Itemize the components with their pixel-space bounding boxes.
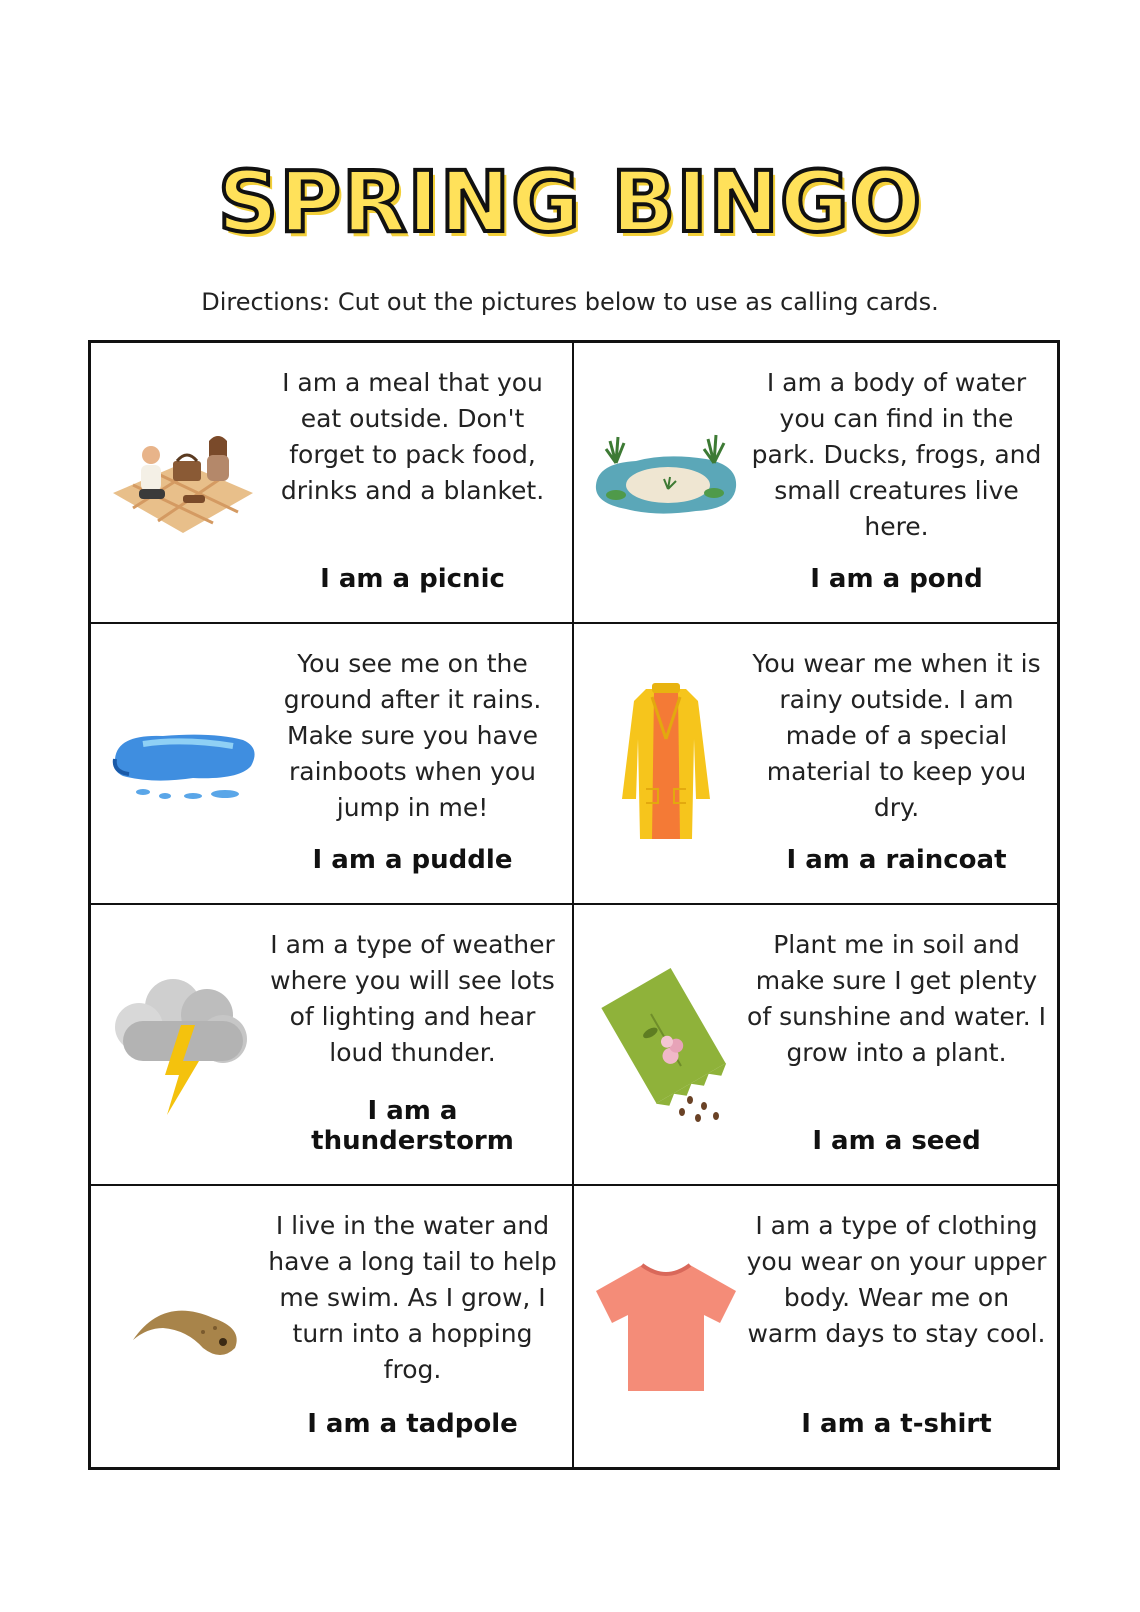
card-answer: I am a raincoat	[786, 845, 1007, 875]
card-answer: I am a pond	[810, 564, 983, 594]
calling-card-tadpole	[91, 1186, 574, 1467]
card-clue: You see me on the ground after it rains. Make sure you have rainboots when you jump in me!	[283, 649, 542, 822]
calling-card-thunderstorm	[91, 905, 574, 1186]
seed-packet-icon	[586, 955, 746, 1135]
bingo-card-grid	[88, 340, 1060, 1470]
card-answer: I am a tadpole	[307, 1409, 518, 1439]
card-clue: I am a meal that you eat outside. Don't forget to pack food, drinks and a blanket.	[280, 368, 545, 505]
card-answer: I am a seed	[812, 1126, 981, 1156]
pond-icon	[586, 393, 746, 573]
card-clue: You wear me when it is rainy outside. I am made of a special material to keep you dry.	[752, 649, 1041, 822]
directions-text: Directions: Cut out the pictures below to use as calling cards.	[201, 288, 939, 316]
card-clue: I am a body of water you can find in the park. Ducks, frogs, and small creatures live here.	[751, 368, 1042, 541]
tadpole-icon	[103, 1236, 263, 1416]
calling-card-pond	[574, 343, 1057, 624]
page-title: SPRING BINGO	[217, 153, 923, 251]
calling-card-t-shirt	[574, 1186, 1057, 1467]
card-clue: I am a type of clothing you wear on your upper body. Wear me on warm days to stay cool.	[746, 1211, 1047, 1348]
puddle-icon	[103, 674, 263, 854]
calling-card-picnic	[91, 343, 574, 624]
calling-card-raincoat	[574, 624, 1057, 905]
raincoat-icon	[586, 674, 746, 854]
calling-card-seed	[574, 905, 1057, 1186]
card-clue: Plant me in soil and make sure I get plenty of sunshine and water. I grow into a plant.	[747, 930, 1046, 1067]
calling-card-puddle	[91, 624, 574, 905]
card-clue: I am a type of weather where you will see lots of lighting and hear loud thunder.	[270, 930, 555, 1067]
card-answer: I am a puddle	[312, 845, 513, 875]
card-answer: I am a picnic	[320, 564, 505, 594]
card-answer: I am a t-shirt	[801, 1409, 992, 1439]
picnic-icon	[103, 393, 263, 573]
t-shirt-icon	[586, 1236, 746, 1416]
thunderstorm-icon	[103, 955, 263, 1135]
card-answer: I am a thunderstorm	[311, 1096, 514, 1156]
card-clue: I live in the water and have a long tail to help me swim. As I grow, I turn into a hopping frog.	[268, 1211, 557, 1384]
